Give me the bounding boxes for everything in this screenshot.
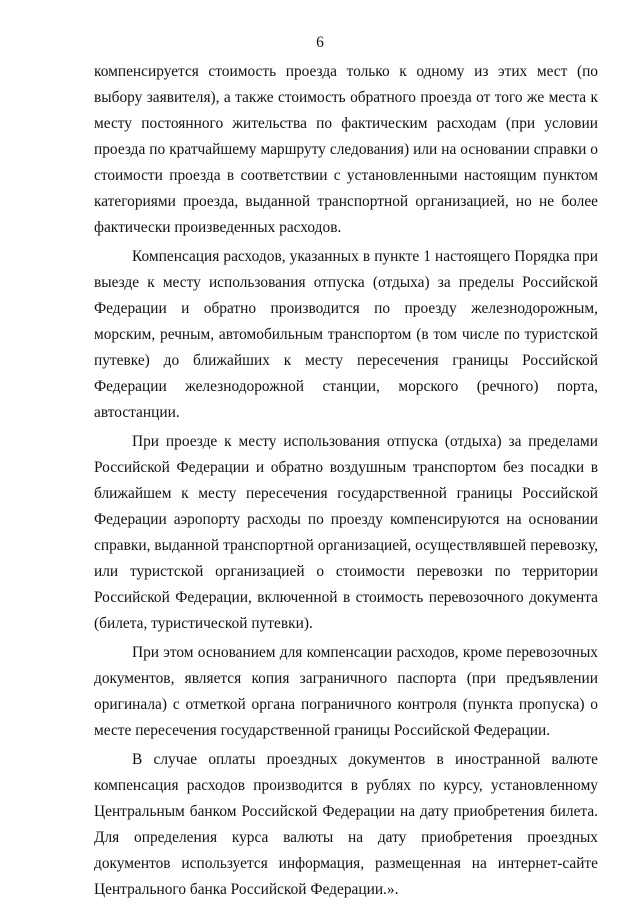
paragraph-air-travel: При проезде к месту использования отпуска (отдыха) за пределами Российской Федерации и обратно воздушным транспортом без посадки в ближайшем к месту пересечения государственной границы Российской Федерации аэропорту расходы по проезду компенсируются на основании справки, выданной транспортной организацией, осуществлявшей перевозку, или туристской организацией о стоимости перевозки по территории Российской Федерации, включенной в стоимость перевозочного документа (билета, туристической путевки). [94, 433, 598, 632]
document-body [94, 59, 598, 906]
paragraph-foreign-currency: В случае оплаты проездных документов в иностранной валюте компенсация расходов производится в рублях по курсу, установленному Центральным банком Российской Федерации на дату приобретения билета. Для определения курса валюты на дату приобретения проездных документов используется информация, размещенная на интернет-сайте Центрального банка Российской Федерации.». [94, 751, 598, 898]
paragraph-passport-basis: При этом основанием для компенсации расходов, кроме перевозочных документов, является копия заграничного паспорта (при предъявлении оригинала) с отметкой органа пограничного контроля (пункта пропуска) о месте пересечения государственной границы Российской Федерации. [94, 644, 598, 739]
page-number: 6 [316, 34, 324, 51]
paragraph-continuation: компенсируется стоимость проезда только к одному из этих мест (по выбору заявителя), а также стоимость обратного проезда от того же места к месту постоянного жительства по фактическим расходам (при условии проезда по кратчайшему маршруту следования) или на основании справки о стоимости проезда в соответствии с установленными настоящим пунктом категориями проезда, выданной транспортной организацией, но не более фактически произведенных расходов. [94, 63, 598, 236]
paragraph-compensation-foreign-travel: Компенсация расходов, указанных в пункте 1 настоящего Порядка при выезде к месту использования отпуска (отдыха) за пределы Российской Федерации и обратно производится по проезду железнодорожным, морским, речным, автомобильным транспортом (в том числе по туристской путевке) до ближайших к месту пересечения границы Российской Федерации железнодорожной станции, морского (речного) порта, автостанции. [94, 248, 598, 421]
